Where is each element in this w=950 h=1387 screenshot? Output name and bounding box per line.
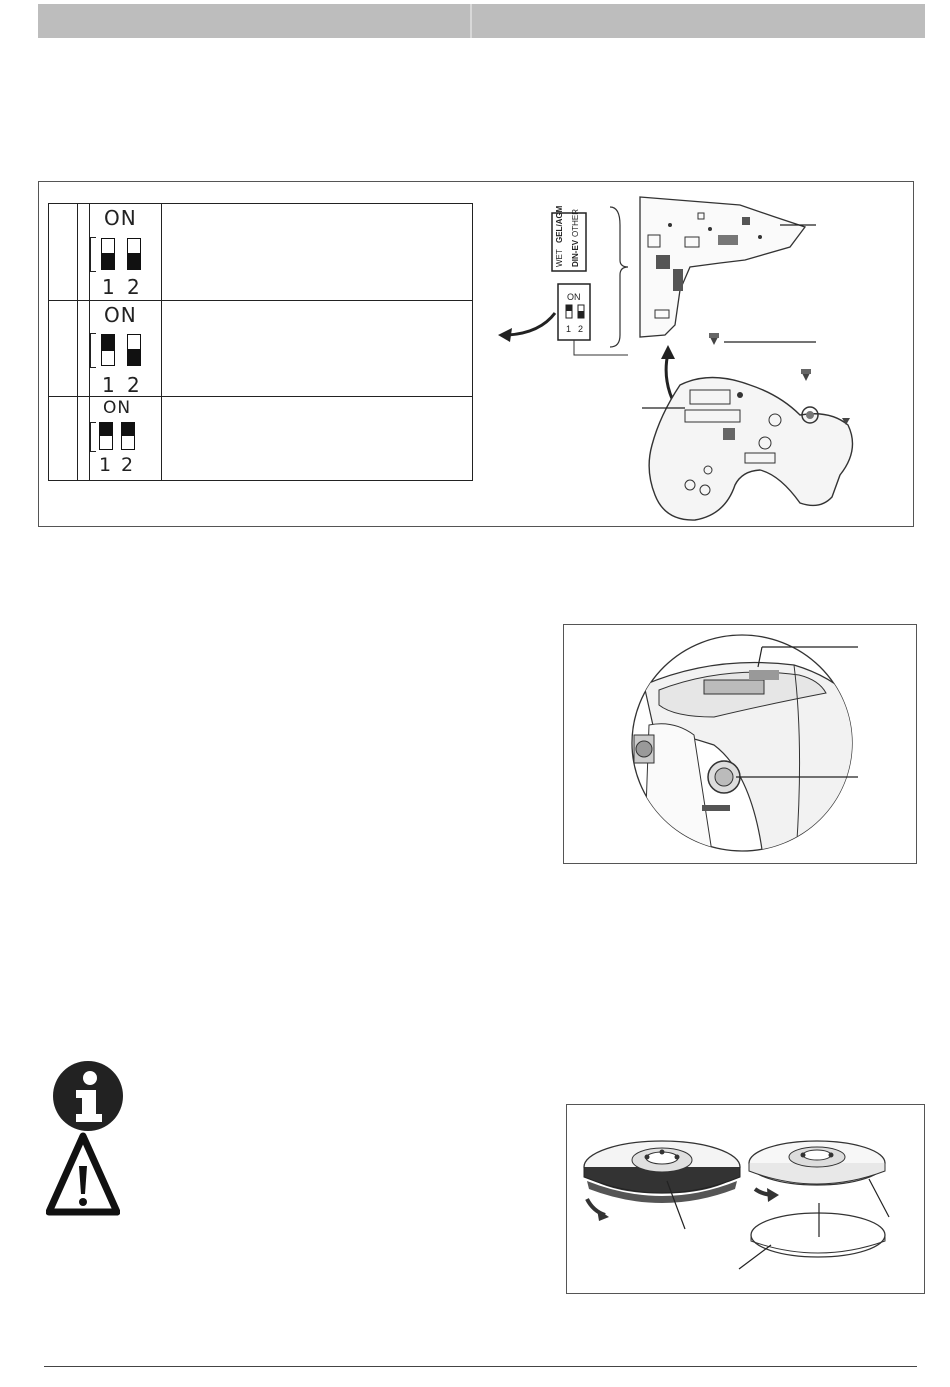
- dip-switch-2: [121, 422, 135, 450]
- mini-switch-num-1: 1: [566, 324, 572, 334]
- dip-switch-2: [127, 334, 141, 366]
- on-label: ON: [104, 303, 137, 327]
- on-label: ON: [103, 398, 132, 418]
- machine-detail-illustration: [564, 625, 914, 861]
- dip-switch-1: [99, 422, 113, 450]
- control-board-illustration: [480, 185, 910, 523]
- brush-padholder-illustration: [567, 1105, 922, 1291]
- dip-switch-1: [101, 238, 115, 270]
- control-panel-housing: [649, 378, 852, 521]
- switch-number-1: 1: [102, 275, 115, 299]
- switch-bracket: [90, 237, 96, 272]
- label-din-ev: DIN-EV: [571, 239, 580, 267]
- switch-number-2: 2: [127, 275, 140, 299]
- dip-switch-2: [127, 238, 141, 270]
- switch-bracket: [90, 333, 96, 368]
- switch-number-1: 1: [99, 454, 112, 476]
- label-gel-agm: GEL/AGM: [555, 205, 564, 243]
- mini-switch-on: ON: [567, 292, 581, 302]
- switch-number-2: 2: [121, 454, 134, 476]
- table-row: [49, 300, 472, 396]
- label-wet: WET: [555, 249, 564, 267]
- dip-switch-1: [101, 334, 115, 366]
- mini-switch-num-2: 2: [578, 324, 584, 334]
- switch-bracket: [90, 422, 96, 452]
- header-divider: [470, 4, 472, 38]
- warning-icon: [46, 1132, 120, 1216]
- info-icon: [50, 1060, 128, 1132]
- footer-rule: [44, 1366, 917, 1367]
- table-row: [49, 204, 472, 300]
- table-row: [49, 396, 472, 480]
- switch-number-1: 1: [102, 373, 115, 397]
- dip-switch-table: [48, 203, 473, 481]
- label-other: OTHER: [571, 209, 580, 237]
- on-label: ON: [104, 206, 137, 230]
- page-header-bar: [38, 4, 925, 38]
- switch-number-2: 2: [127, 373, 140, 397]
